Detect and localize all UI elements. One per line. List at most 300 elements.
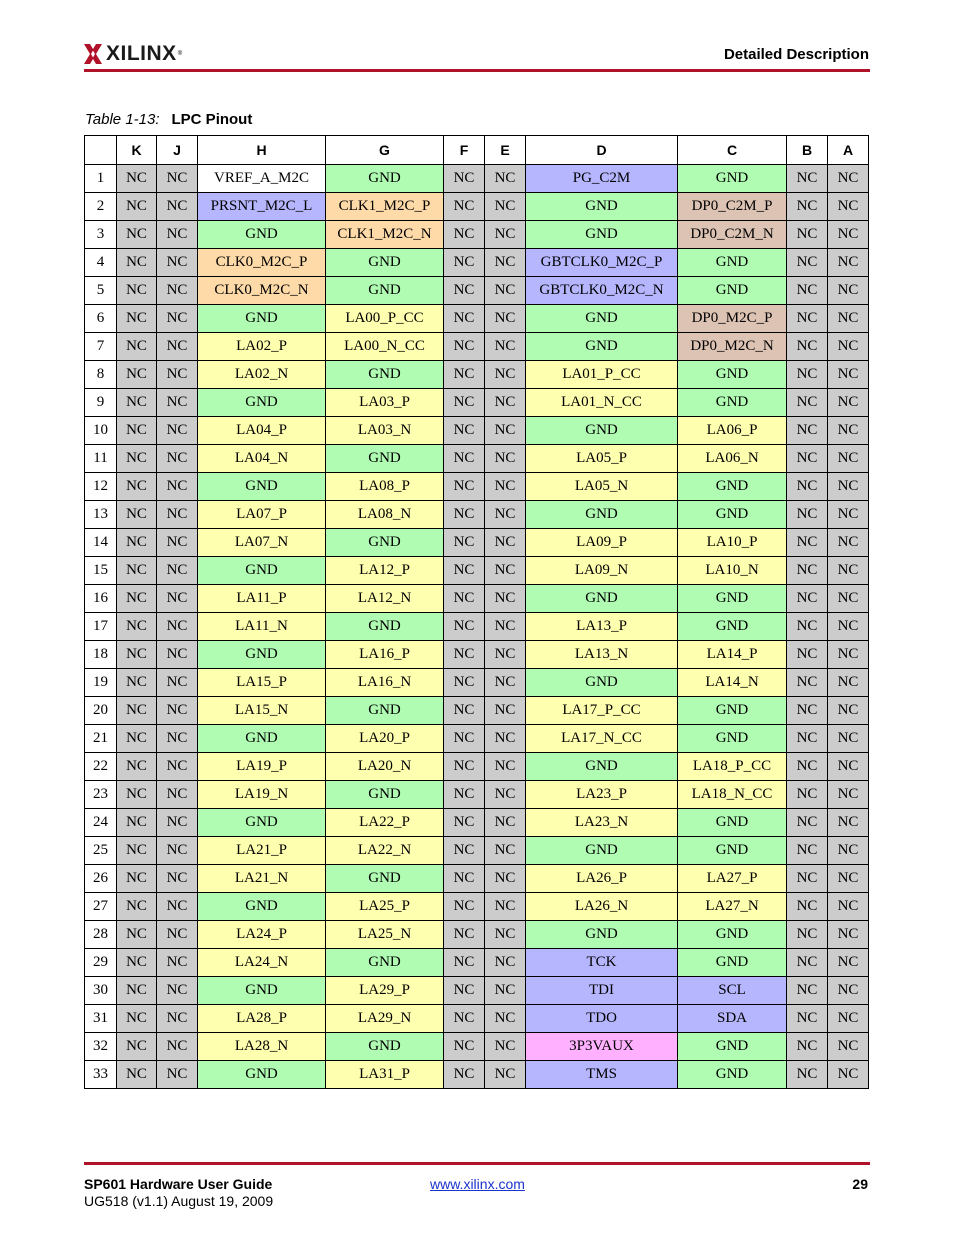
pin-cell-h: GND (198, 641, 326, 669)
pin-cell-j: NC (157, 613, 198, 641)
pin-cell-f: NC (444, 529, 485, 557)
pin-cell-a: NC (828, 893, 869, 921)
pin-cell-k: NC (117, 277, 157, 305)
table-row (85, 1005, 869, 1033)
pin-cell-f: NC (444, 249, 485, 277)
pin-cell-e: NC (485, 725, 526, 753)
pin-cell-h: LA21_N (198, 865, 326, 893)
pin-cell-k: NC (117, 445, 157, 473)
xilinx-logo (84, 42, 182, 66)
pin-cell-k: NC (117, 893, 157, 921)
pin-cell-g: LA20_N (326, 753, 444, 781)
pin-cell-k: NC (117, 753, 157, 781)
pin-cell-f: NC (444, 865, 485, 893)
pin-cell-h: LA04_N (198, 445, 326, 473)
pin-cell-a: NC (828, 305, 869, 333)
pin-cell-h: LA07_N (198, 529, 326, 557)
pin-cell-e: NC (485, 893, 526, 921)
pin-cell-a: NC (828, 1005, 869, 1033)
pin-cell-b: NC (787, 809, 828, 837)
pin-cell-d: LA01_N_CC (526, 389, 678, 417)
pin-cell-a: NC (828, 221, 869, 249)
pin-cell-c: GND (678, 725, 787, 753)
table-row (85, 501, 869, 529)
xilinx-logo-icon (84, 44, 102, 64)
section-title: Detailed Description (723, 46, 869, 63)
pin-cell-j: NC (157, 557, 198, 585)
pin-cell-k: NC (117, 585, 157, 613)
pin-cell-d: 3P3VAUX (526, 1033, 678, 1061)
pin-cell-b: NC (787, 753, 828, 781)
pin-cell-k: NC (117, 837, 157, 865)
pin-cell-d: LA13_P (526, 613, 678, 641)
pin-cell-c: DP0_C2M_P (678, 193, 787, 221)
pin-cell-d: GND (526, 417, 678, 445)
pin-cell-e: NC (485, 585, 526, 613)
pin-cell-k: NC (117, 333, 157, 361)
row-number: 3 (85, 221, 117, 249)
pin-cell-h: GND (198, 473, 326, 501)
pin-cell-d: GND (526, 837, 678, 865)
pin-cell-h: LA24_P (198, 921, 326, 949)
pin-cell-d: LA13_N (526, 641, 678, 669)
pin-cell-e: NC (485, 361, 526, 389)
pin-cell-e: NC (485, 501, 526, 529)
pin-cell-h: GND (198, 1061, 326, 1089)
pin-cell-f: NC (444, 305, 485, 333)
row-number: 10 (85, 417, 117, 445)
table-row (85, 613, 869, 641)
pin-cell-a: NC (828, 1033, 869, 1061)
pin-cell-h: GND (198, 725, 326, 753)
row-number: 23 (85, 781, 117, 809)
pin-cell-k: NC (117, 473, 157, 501)
pin-cell-j: NC (157, 837, 198, 865)
pin-cell-c: GND (678, 361, 787, 389)
footer-url-link[interactable]: www.xilinx.com (430, 1176, 525, 1192)
row-number: 16 (85, 585, 117, 613)
pin-cell-a: NC (828, 1061, 869, 1089)
row-number: 33 (85, 1061, 117, 1089)
pin-cell-e: NC (485, 641, 526, 669)
lpc-pinout-table (84, 135, 869, 1089)
row-number: 13 (85, 501, 117, 529)
pin-cell-a: NC (828, 585, 869, 613)
pin-cell-c: SCL (678, 977, 787, 1005)
pin-cell-j: NC (157, 893, 198, 921)
column-header-a: A (828, 136, 869, 165)
pin-cell-j: NC (157, 389, 198, 417)
pin-cell-b: NC (787, 1005, 828, 1033)
pin-cell-j: NC (157, 753, 198, 781)
pin-cell-d: LA17_P_CC (526, 697, 678, 725)
pin-cell-c: DP0_C2M_N (678, 221, 787, 249)
pin-cell-a: NC (828, 361, 869, 389)
pin-cell-h: LA11_P (198, 585, 326, 613)
pin-cell-a: NC (828, 641, 869, 669)
pin-cell-d: GND (526, 921, 678, 949)
row-number: 5 (85, 277, 117, 305)
pin-cell-f: NC (444, 921, 485, 949)
row-number: 18 (85, 641, 117, 669)
pin-cell-h: LA15_P (198, 669, 326, 697)
row-number: 1 (85, 165, 117, 193)
column-header-j: J (157, 136, 198, 165)
pin-cell-b: NC (787, 305, 828, 333)
pin-cell-b: NC (787, 893, 828, 921)
pin-cell-h: GND (198, 557, 326, 585)
pin-cell-j: NC (157, 865, 198, 893)
pin-cell-h: LA11_N (198, 613, 326, 641)
column-header-h: H (198, 136, 326, 165)
pin-cell-e: NC (485, 753, 526, 781)
pin-cell-g: LA31_P (326, 1061, 444, 1089)
pin-cell-a: NC (828, 781, 869, 809)
pin-cell-h: CLK0_M2C_P (198, 249, 326, 277)
pin-cell-e: NC (485, 333, 526, 361)
pin-cell-j: NC (157, 585, 198, 613)
pin-cell-g: GND (326, 865, 444, 893)
pin-cell-d: LA23_N (526, 809, 678, 837)
corner-cell (85, 136, 117, 165)
pin-cell-a: NC (828, 837, 869, 865)
pin-cell-e: NC (485, 1033, 526, 1061)
table-row (85, 389, 869, 417)
pin-cell-e: NC (485, 613, 526, 641)
pin-cell-e: NC (485, 921, 526, 949)
pin-cell-c: LA27_N (678, 893, 787, 921)
table-row (85, 165, 869, 193)
pin-cell-a: NC (828, 501, 869, 529)
pin-cell-e: NC (485, 529, 526, 557)
pin-cell-f: NC (444, 501, 485, 529)
pin-cell-d: LA05_P (526, 445, 678, 473)
pin-cell-k: NC (117, 1033, 157, 1061)
pin-cell-e: NC (485, 1061, 526, 1089)
pin-cell-d: GND (526, 193, 678, 221)
table-row (85, 949, 869, 977)
pin-cell-j: NC (157, 977, 198, 1005)
pin-cell-c: LA06_N (678, 445, 787, 473)
pin-cell-h: PRSNT_M2C_L (198, 193, 326, 221)
column-header-k: K (117, 136, 157, 165)
pin-cell-j: NC (157, 501, 198, 529)
pin-cell-e: NC (485, 473, 526, 501)
pin-cell-k: NC (117, 865, 157, 893)
pin-cell-c: GND (678, 1033, 787, 1061)
pin-cell-k: NC (117, 305, 157, 333)
pin-cell-b: NC (787, 249, 828, 277)
pin-cell-h: GND (198, 389, 326, 417)
row-number: 8 (85, 361, 117, 389)
pin-cell-c: GND (678, 949, 787, 977)
pin-cell-j: NC (157, 165, 198, 193)
pin-cell-f: NC (444, 585, 485, 613)
pin-cell-g: GND (326, 361, 444, 389)
pin-cell-f: NC (444, 1005, 485, 1033)
row-number: 29 (85, 949, 117, 977)
pin-cell-k: NC (117, 193, 157, 221)
pin-cell-f: NC (444, 417, 485, 445)
row-number: 12 (85, 473, 117, 501)
pin-cell-c: GND (678, 837, 787, 865)
pin-cell-f: NC (444, 165, 485, 193)
pin-cell-g: LA08_N (326, 501, 444, 529)
pin-cell-h: GND (198, 221, 326, 249)
pin-cell-h: LA28_N (198, 1033, 326, 1061)
pin-cell-f: NC (444, 697, 485, 725)
pin-cell-c: GND (678, 473, 787, 501)
table-row (85, 865, 869, 893)
pin-cell-g: LA20_P (326, 725, 444, 753)
pin-cell-k: NC (117, 361, 157, 389)
table-caption (85, 111, 252, 128)
table-row (85, 837, 869, 865)
table-body (85, 165, 869, 1089)
pin-cell-g: LA25_N (326, 921, 444, 949)
pin-cell-e: NC (485, 249, 526, 277)
pin-cell-f: NC (444, 1033, 485, 1061)
pin-cell-j: NC (157, 305, 198, 333)
pin-cell-f: NC (444, 445, 485, 473)
pin-cell-k: NC (117, 921, 157, 949)
table-row (85, 193, 869, 221)
pin-cell-e: NC (485, 977, 526, 1005)
table-row (85, 641, 869, 669)
pin-cell-h: GND (198, 977, 326, 1005)
pin-cell-k: NC (117, 221, 157, 249)
pin-cell-e: NC (485, 389, 526, 417)
pin-cell-j: NC (157, 193, 198, 221)
pin-cell-j: NC (157, 1061, 198, 1089)
pin-cell-c: GND (678, 809, 787, 837)
pin-cell-e: NC (485, 949, 526, 977)
footer-doc-title: SP601 Hardware User Guide (84, 1176, 273, 1192)
pin-cell-g: GND (326, 781, 444, 809)
pin-cell-g: LA03_N (326, 417, 444, 445)
pin-cell-c: LA10_P (678, 529, 787, 557)
table-row (85, 669, 869, 697)
row-number: 7 (85, 333, 117, 361)
row-number: 20 (85, 697, 117, 725)
pin-cell-d: GND (526, 501, 678, 529)
pin-cell-g: GND (326, 613, 444, 641)
table-row (85, 977, 869, 1005)
pin-cell-k: NC (117, 501, 157, 529)
pin-cell-j: NC (157, 921, 198, 949)
pin-cell-d: PG_C2M (526, 165, 678, 193)
pin-cell-h: VREF_A_M2C (198, 165, 326, 193)
pin-cell-c: GND (678, 585, 787, 613)
pin-cell-k: NC (117, 529, 157, 557)
table-row (85, 697, 869, 725)
pin-cell-a: NC (828, 445, 869, 473)
pin-cell-k: NC (117, 1061, 157, 1089)
pin-cell-e: NC (485, 1005, 526, 1033)
pin-cell-k: NC (117, 417, 157, 445)
pin-cell-d: LA26_P (526, 865, 678, 893)
pin-cell-f: NC (444, 389, 485, 417)
pin-cell-k: NC (117, 977, 157, 1005)
pin-cell-c: GND (678, 389, 787, 417)
pin-cell-h: LA21_P (198, 837, 326, 865)
row-number: 11 (85, 445, 117, 473)
pin-cell-a: NC (828, 165, 869, 193)
pin-cell-d: GND (526, 669, 678, 697)
pin-cell-f: NC (444, 725, 485, 753)
pin-cell-c: GND (678, 613, 787, 641)
pin-cell-g: LA00_N_CC (326, 333, 444, 361)
pin-cell-a: NC (828, 473, 869, 501)
table-row (85, 921, 869, 949)
footer-page-number: 29 (852, 1176, 868, 1192)
pin-cell-g: CLK1_M2C_P (326, 193, 444, 221)
pin-cell-d: TDO (526, 1005, 678, 1033)
pin-cell-h: GND (198, 305, 326, 333)
pin-cell-b: NC (787, 193, 828, 221)
pin-cell-j: NC (157, 529, 198, 557)
pin-cell-d: GBTCLK0_M2C_P (526, 249, 678, 277)
pin-cell-g: LA12_N (326, 585, 444, 613)
table-row (85, 361, 869, 389)
pin-cell-b: NC (787, 669, 828, 697)
pin-cell-g: GND (326, 445, 444, 473)
pin-cell-e: NC (485, 865, 526, 893)
pin-cell-g: LA29_N (326, 1005, 444, 1033)
pin-cell-b: NC (787, 277, 828, 305)
pin-cell-k: NC (117, 165, 157, 193)
pin-cell-j: NC (157, 333, 198, 361)
column-header-b: B (787, 136, 828, 165)
pin-cell-j: NC (157, 697, 198, 725)
pin-cell-g: GND (326, 249, 444, 277)
pin-cell-g: GND (326, 165, 444, 193)
pin-cell-f: NC (444, 781, 485, 809)
pin-cell-g: LA08_P (326, 473, 444, 501)
pin-cell-d: TMS (526, 1061, 678, 1089)
pin-cell-j: NC (157, 417, 198, 445)
table-row (85, 333, 869, 361)
table-row (85, 753, 869, 781)
pin-cell-k: NC (117, 781, 157, 809)
pin-cell-c: LA18_P_CC (678, 753, 787, 781)
pin-cell-e: NC (485, 697, 526, 725)
pin-cell-c: LA27_P (678, 865, 787, 893)
pin-cell-e: NC (485, 305, 526, 333)
column-header-e: E (485, 136, 526, 165)
pin-cell-b: NC (787, 361, 828, 389)
row-number: 31 (85, 1005, 117, 1033)
pin-cell-j: NC (157, 809, 198, 837)
pin-cell-c: GND (678, 277, 787, 305)
pin-cell-e: NC (485, 417, 526, 445)
row-number: 17 (85, 613, 117, 641)
column-header-f: F (444, 136, 485, 165)
pin-cell-f: NC (444, 949, 485, 977)
pin-cell-f: NC (444, 977, 485, 1005)
pin-cell-b: NC (787, 725, 828, 753)
logo-registered-mark: ® (177, 51, 183, 57)
row-number: 24 (85, 809, 117, 837)
table-row (85, 277, 869, 305)
pin-cell-g: GND (326, 949, 444, 977)
table-row (85, 221, 869, 249)
pin-cell-k: NC (117, 557, 157, 585)
pin-cell-f: NC (444, 277, 485, 305)
pin-cell-a: NC (828, 949, 869, 977)
pin-cell-d: GND (526, 753, 678, 781)
pin-cell-g: LA03_P (326, 389, 444, 417)
pin-cell-f: NC (444, 837, 485, 865)
table-row (85, 781, 869, 809)
table-row (85, 585, 869, 613)
table-row (85, 445, 869, 473)
pin-cell-h: LA24_N (198, 949, 326, 977)
pin-cell-f: NC (444, 361, 485, 389)
pin-cell-e: NC (485, 193, 526, 221)
pin-cell-h: LA07_P (198, 501, 326, 529)
table-caption-title: LPC Pinout (171, 111, 253, 128)
pin-cell-h: GND (198, 893, 326, 921)
pin-cell-j: NC (157, 949, 198, 977)
pin-cell-e: NC (485, 165, 526, 193)
pin-cell-a: NC (828, 613, 869, 641)
pin-cell-a: NC (828, 669, 869, 697)
pin-cell-b: NC (787, 529, 828, 557)
pin-cell-d: LA17_N_CC (526, 725, 678, 753)
pin-cell-a: NC (828, 277, 869, 305)
pin-cell-a: NC (828, 389, 869, 417)
pin-cell-g: CLK1_M2C_N (326, 221, 444, 249)
pin-cell-c: LA06_P (678, 417, 787, 445)
row-number: 14 (85, 529, 117, 557)
column-header-d: D (526, 136, 678, 165)
pin-cell-f: NC (444, 221, 485, 249)
pin-cell-g: GND (326, 529, 444, 557)
pin-cell-b: NC (787, 837, 828, 865)
pin-cell-j: NC (157, 641, 198, 669)
pin-cell-b: NC (787, 865, 828, 893)
pin-cell-e: NC (485, 557, 526, 585)
pin-cell-h: LA19_P (198, 753, 326, 781)
pin-cell-g: LA12_P (326, 557, 444, 585)
pin-cell-k: NC (117, 809, 157, 837)
pin-cell-j: NC (157, 725, 198, 753)
pin-cell-j: NC (157, 473, 198, 501)
pin-cell-c: GND (678, 249, 787, 277)
pin-cell-j: NC (157, 1033, 198, 1061)
pin-cell-b: NC (787, 1033, 828, 1061)
pin-cell-k: NC (117, 613, 157, 641)
row-number: 15 (85, 557, 117, 585)
pin-cell-c: LA14_P (678, 641, 787, 669)
table-row (85, 809, 869, 837)
pin-cell-b: NC (787, 557, 828, 585)
table-row (85, 473, 869, 501)
pin-cell-e: NC (485, 781, 526, 809)
pin-cell-h: GND (198, 809, 326, 837)
pin-cell-b: NC (787, 445, 828, 473)
pin-cell-b: NC (787, 221, 828, 249)
pin-cell-d: GND (526, 585, 678, 613)
pin-cell-e: NC (485, 445, 526, 473)
pin-cell-e: NC (485, 669, 526, 697)
pin-cell-a: NC (828, 417, 869, 445)
pin-cell-a: NC (828, 865, 869, 893)
pin-cell-g: LA22_N (326, 837, 444, 865)
pin-cell-g: LA16_N (326, 669, 444, 697)
pin-cell-k: NC (117, 1005, 157, 1033)
